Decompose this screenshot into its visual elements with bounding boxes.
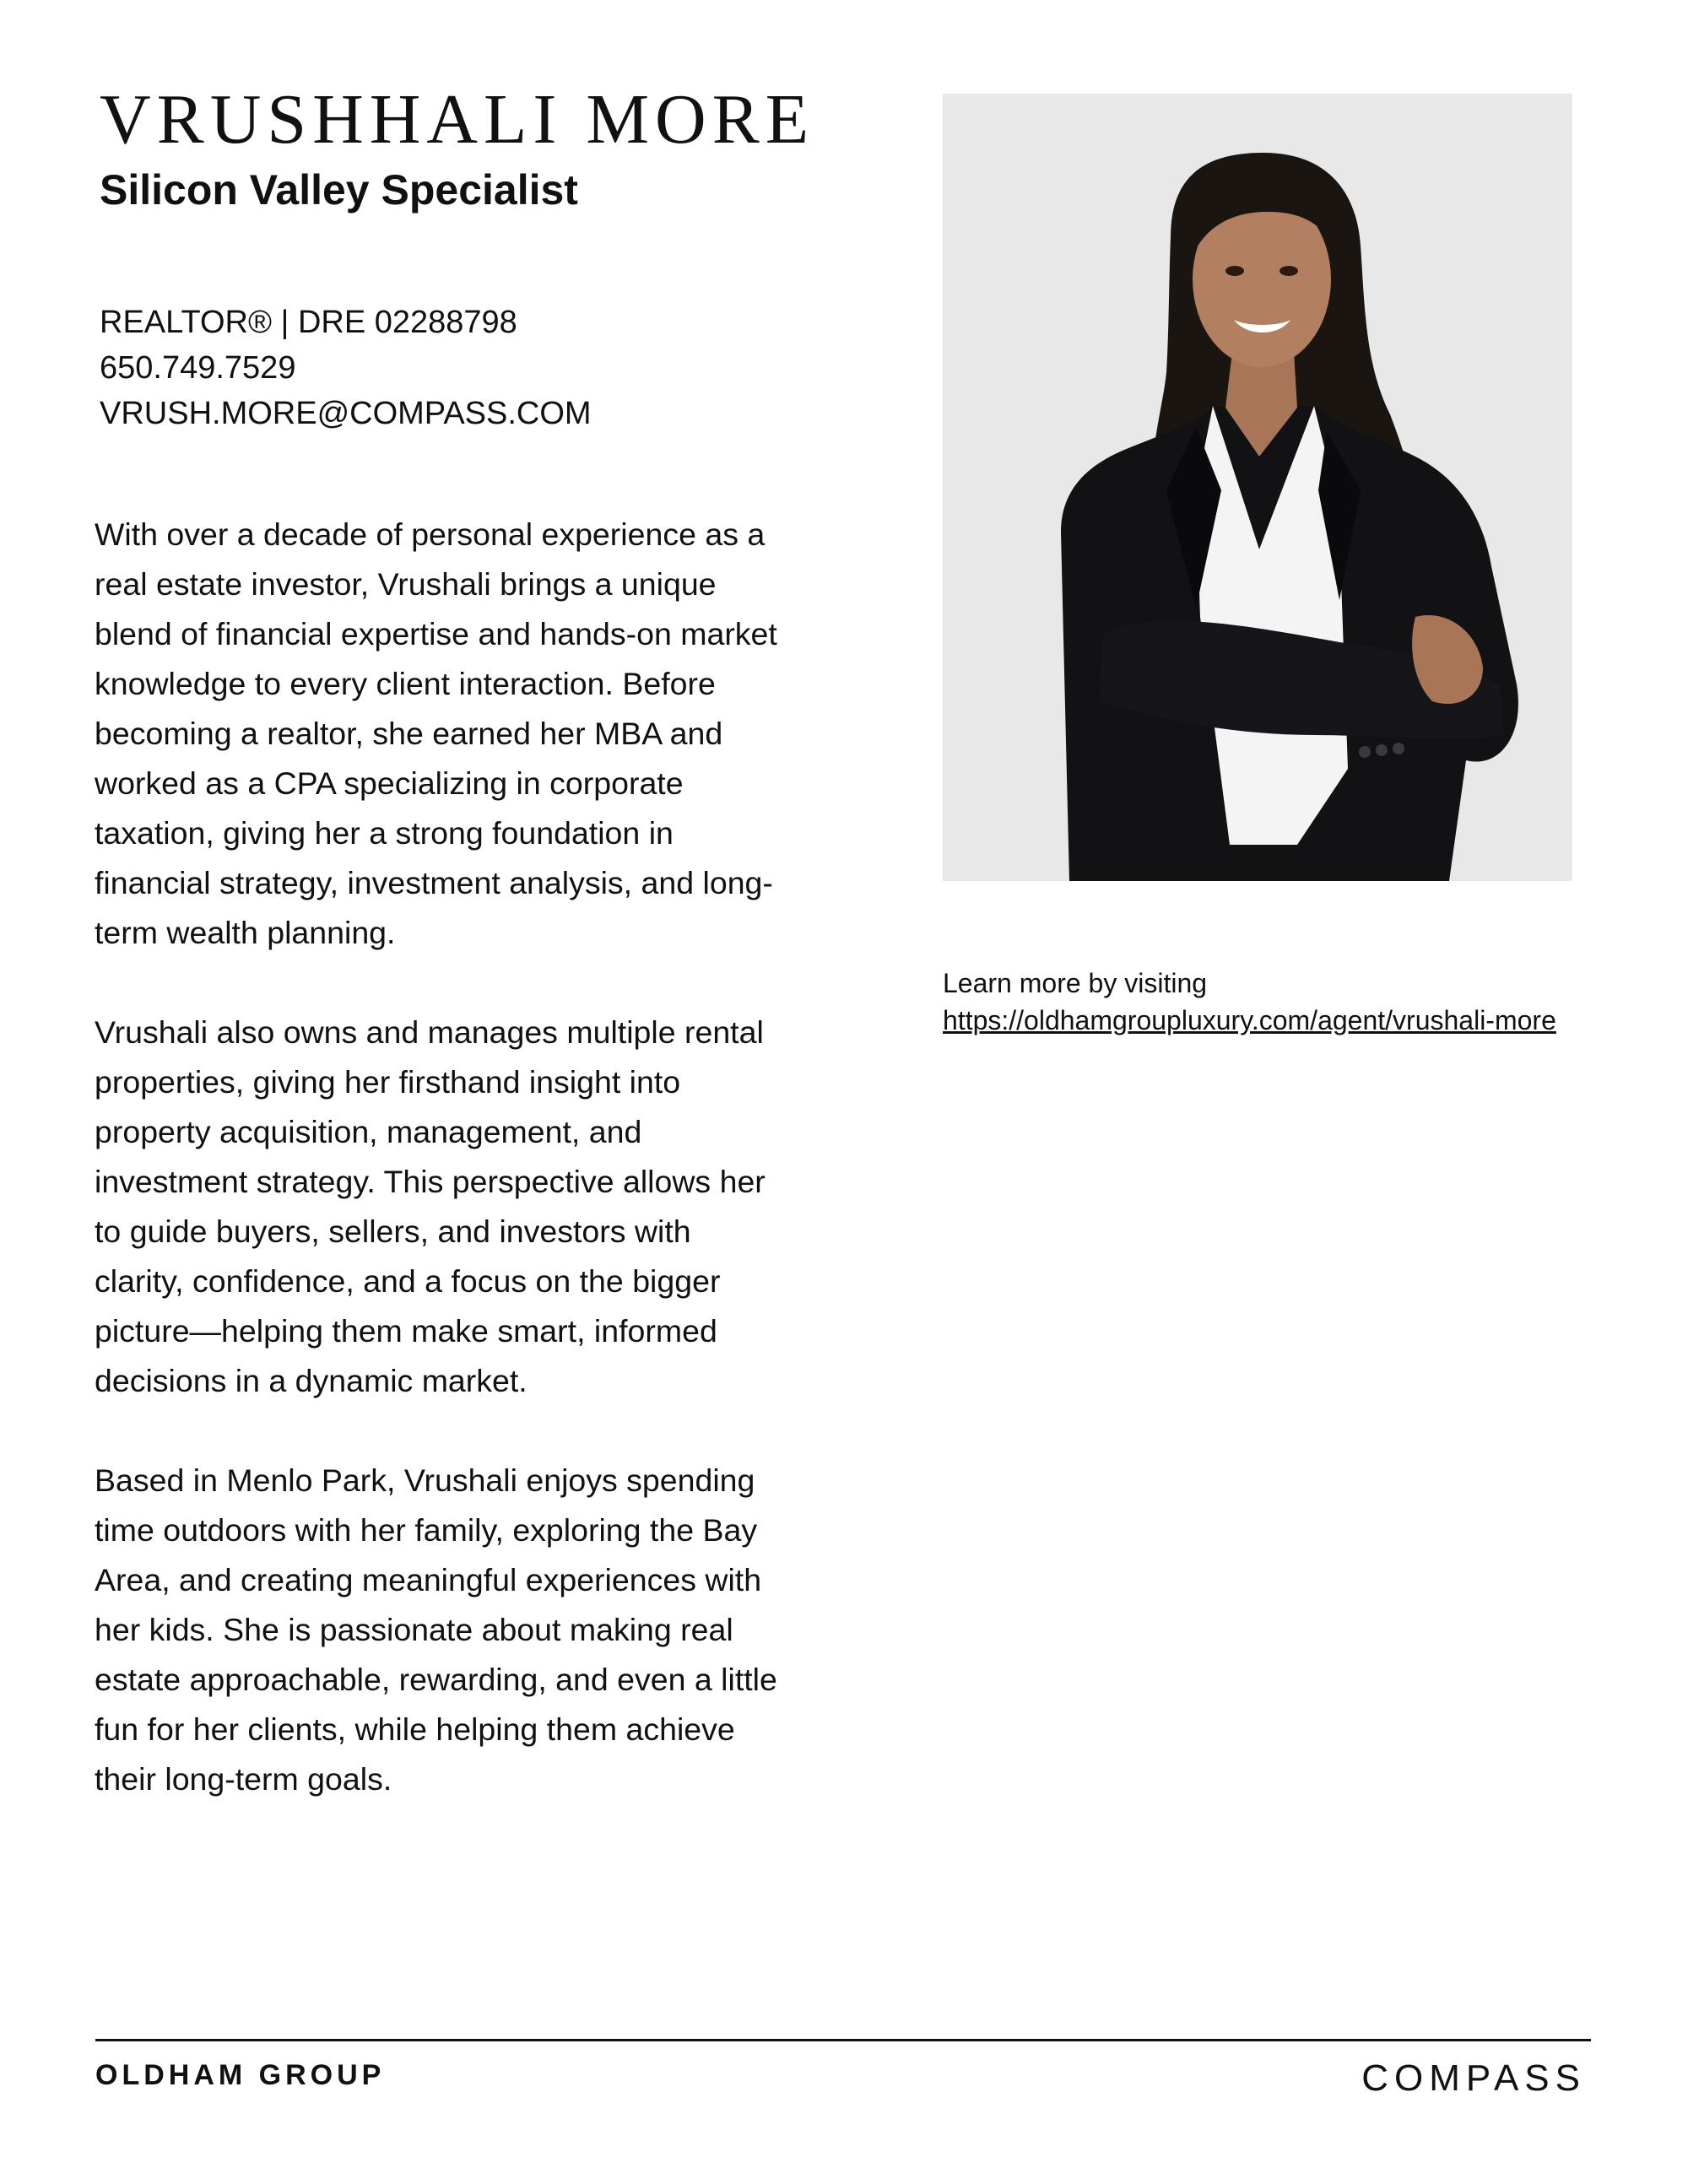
license-number: REALTOR® | DRE 02288798 bbox=[100, 305, 517, 340]
agent-title: Silicon Valley Specialist bbox=[100, 166, 578, 214]
bio-paragraph: Based in Menlo Park, Vrushali enjoys spending time outdoors with her family, exploring the Bay Area, and creating meaningful experiences with her kids. She is passionate about making real estate approachable, rewarding, and even a little fun for her clients, while helping them achieve their long-term goals. bbox=[95, 1462, 777, 1797]
portrait-button bbox=[1376, 744, 1388, 756]
portrait-eye-left bbox=[1225, 266, 1244, 276]
learn-more-label: Learn more by visiting bbox=[943, 968, 1208, 998]
portrait-button bbox=[1393, 743, 1404, 754]
agent-profile-link[interactable]: https://oldhamgroupluxury.com/agent/vrushali-more bbox=[943, 1005, 1556, 1035]
bio-paragraph: Vrushali also owns and manages multiple rental properties, giving her firsthand insight into property acquisition, management, and investment strategy. This perspective allows her to guide buyers, sellers, and investors with clarity, confidence, and a focus on the bigger picture—helping them make smart, informed decisions in a dynamic market. bbox=[95, 1014, 766, 1398]
phone-number[interactable]: 650.749.7529 bbox=[100, 350, 296, 386]
bio-section bbox=[95, 510, 787, 1854]
portrait-button bbox=[1359, 746, 1371, 758]
bio-paragraph: With over a decade of personal experience as a real estate investor, Vrushali brings a unique blend of financial expertise and hands-on market knowledge to every client interaction. Before becoming a realtor, she earned her MBA and worked as a CPA specializing in corporate taxation, giving her a strong foundation in financial strategy, investment analysis, and long-term wealth planning. bbox=[95, 516, 777, 950]
email-address[interactable]: VRUSH.MORE@COMPASS.COM bbox=[100, 396, 592, 431]
agent-name: VRUSHHALI MORE bbox=[100, 80, 815, 159]
oldham-group-logo: OLDHAM GROUP bbox=[95, 2059, 386, 2091]
agent-portrait bbox=[943, 94, 1572, 881]
portrait-illustration bbox=[943, 94, 1572, 881]
footer-divider bbox=[95, 2039, 1591, 2041]
contact-block bbox=[100, 300, 592, 436]
learn-more-block bbox=[943, 965, 1556, 1039]
portrait-eye-right bbox=[1280, 266, 1298, 276]
compass-logo: COMPASS bbox=[1361, 2057, 1586, 2099]
